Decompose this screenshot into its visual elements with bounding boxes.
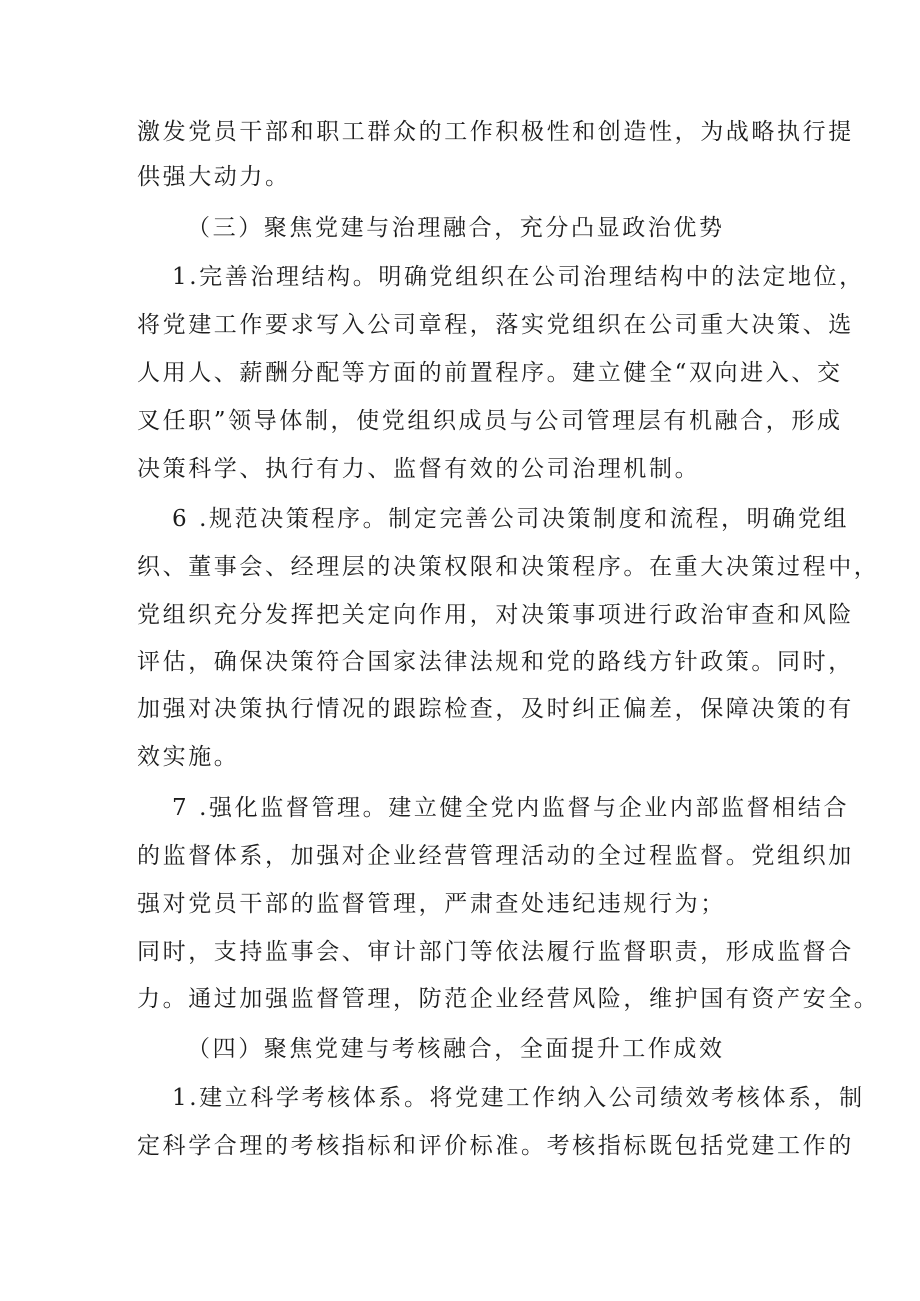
s3-item1-line-3: 人用人、薪酬分配等方面的前置程序。建立健全“双向进入、交 [137,360,843,386]
s4-item1-line-2: 定科学合理的考核指标和评价标准。考核指标既包括党建工作的 [137,1133,854,1159]
s3-item1-line-4: 叉任职”领导体制，使党组织成员与公司管理层有机融合，形成 [137,408,843,434]
section-4-heading: （四）聚焦党建与考核融合，全面提升工作成效 [187,1036,725,1062]
s3-item6-line-4: 评估，确保决策符合国家法律法规和党的路线方针政策。同时， [137,649,854,675]
s3-item7-line-4: 同时，支持监事会、审计部门等依法履行监督职责，形成监督合 [137,939,854,965]
s3-item7-line-2: 的监督体系，加强对企业经营管理活动的全过程监督。党组织加 [137,843,854,869]
s3-item7-line-1: 7 .强化监督管理。建立健全党内监督与企业内部监督相结合 [172,795,850,821]
s3-item7-line-3: 强对党员干部的监督管理，严肃查处违纪违规行为； [137,891,726,917]
intro-line-2: 供强大动力。 [137,164,291,190]
s3-item6-line-2: 织、董事会、经理层的决策权限和决策程序。在重大决策过程中， [137,554,880,580]
s3-item1-line-1: 1.完善治理结构。明确党组织在公司治理结构中的法定地位， [172,264,865,290]
s3-item1-line-5: 决策科学、执行有力、监督有效的公司治理机制。 [137,456,701,482]
s3-item1-line-2: 将党建工作要求写入公司章程，落实党组织在公司重大决策、选 [137,312,854,338]
intro-line-1: 激发党员干部和职工群众的工作积极性和创造性，为战略执行提 [137,119,854,145]
section-3-heading: （三）聚焦党建与治理融合，充分凸显政治优势 [187,215,725,241]
s3-item6-line-1: 6 .规范决策程序。制定完善公司决策制度和流程，明确党组 [172,506,850,532]
s3-item6-line-3: 党组织充分发挥把关定向作用，对决策事项进行政治审查和风险 [137,602,854,628]
s3-item6-line-6: 效实施。 [137,744,240,770]
s4-item1-line-1: 1.建立科学考核体系。将党建工作纳入公司绩效考核体系，制 [172,1085,865,1111]
s3-item7-line-5: 力。通过加强监督管理，防范企业经营风险，维护国有资产安全。 [137,986,880,1012]
s3-item6-line-5: 加强对决策执行情况的跟踪检查，及时纠正偏差，保障决策的有 [137,696,854,722]
